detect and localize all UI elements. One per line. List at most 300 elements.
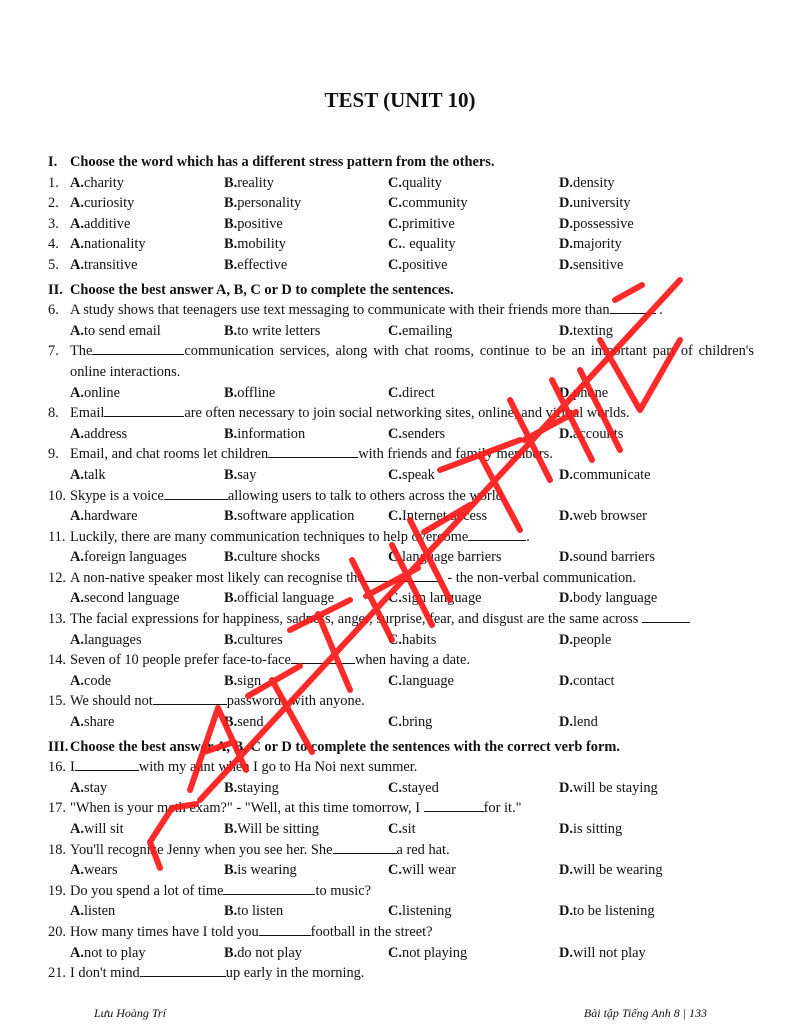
option-letter: A. [70, 215, 84, 232]
option-text: direct [402, 384, 435, 401]
answer-options [48, 506, 754, 527]
answer-option[interactable] [559, 630, 749, 651]
answer-options [70, 214, 749, 235]
option-text: primitive [402, 215, 455, 232]
option-text: address [84, 425, 128, 442]
answer-options [70, 193, 749, 214]
question [48, 214, 754, 235]
option-text: to send email [84, 322, 161, 339]
question-text: Email are often necessary to join social networking sites, online, and virtual worlds. [70, 405, 630, 422]
option-letter: C. [388, 215, 402, 232]
option-letter: B. [224, 322, 238, 339]
option-text: sensitive [573, 256, 624, 273]
answer-option[interactable] [224, 465, 388, 486]
option-text: body language [573, 590, 658, 607]
question [48, 444, 754, 465]
option-text: . equality [402, 236, 456, 253]
option-letter: D. [559, 672, 573, 689]
answer-option[interactable] [70, 173, 224, 194]
answer-options [48, 321, 754, 342]
answer-option[interactable] [224, 778, 388, 799]
answer-option[interactable] [224, 193, 388, 214]
option-letter: A. [70, 821, 84, 837]
answer-options [48, 778, 754, 799]
question-number: 10. [48, 487, 66, 504]
option-text: majority [573, 236, 622, 253]
answer-option[interactable] [224, 383, 388, 404]
answer-blank[interactable] [153, 691, 227, 705]
question-number: 4. [48, 236, 59, 253]
answer-option[interactable] [70, 193, 224, 214]
answer-option[interactable] [224, 173, 388, 194]
answer-option[interactable] [70, 506, 224, 527]
option-text: personality [237, 195, 302, 212]
option-letter: C. [388, 549, 402, 566]
answer-option[interactable] [224, 630, 388, 651]
question [48, 757, 754, 778]
option-text: texting [573, 322, 613, 339]
answer-blank[interactable] [164, 486, 228, 500]
option-text: will be staying [573, 779, 658, 796]
question-number: 16. [48, 759, 66, 776]
option-letter: B. [224, 821, 238, 837]
option-text: do not play [237, 944, 302, 961]
answer-option[interactable] [559, 465, 749, 486]
answer-option[interactable] [388, 778, 559, 799]
question-text: Luckily, there are many communication techniques to help overcome . [70, 528, 530, 545]
option-text: stay [84, 779, 108, 796]
answer-option[interactable] [559, 901, 749, 922]
option-letter: B. [224, 903, 238, 920]
option-letter: D. [559, 590, 573, 607]
option-text: positive [402, 256, 448, 273]
option-letter: C. [388, 944, 402, 961]
option-text: listening [402, 903, 452, 920]
answer-option[interactable] [388, 671, 559, 692]
question [48, 840, 754, 861]
answer-blank[interactable] [75, 757, 139, 771]
option-text: cultures [237, 631, 283, 648]
option-letter: D. [559, 256, 573, 273]
question-text: We should not passwords with anyone. [70, 693, 365, 710]
answer-option[interactable] [70, 234, 224, 255]
option-text: not to play [84, 944, 146, 961]
option-text: second language [84, 590, 180, 607]
answer-option[interactable] [224, 321, 388, 342]
option-letter: A. [70, 862, 84, 879]
option-text: emailing [402, 322, 453, 339]
option-text: language [402, 672, 454, 689]
footer-page: Bài tập Tiếng Anh 8 | 133 [583, 1006, 707, 1020]
option-text: charity [84, 174, 124, 191]
option-text: will sit [84, 821, 124, 837]
question-number: 19. [48, 882, 66, 899]
question [48, 403, 754, 424]
answer-option[interactable] [388, 712, 559, 733]
answer-option[interactable] [559, 778, 749, 799]
question [48, 341, 754, 382]
option-letter: C. [388, 779, 402, 796]
option-letter: A. [70, 944, 84, 961]
page-title: TEST (UNIT 10) [324, 88, 476, 112]
option-text: send [237, 714, 264, 731]
option-text: senders [402, 425, 446, 442]
answer-option[interactable] [70, 901, 224, 922]
question-number: 3. [48, 215, 59, 232]
option-letter: A. [70, 672, 84, 689]
answer-option[interactable] [388, 173, 559, 194]
question-text: A study shows that teenagers use text messaging to communicate with their friends more than . [70, 302, 663, 319]
answer-blank[interactable] [333, 840, 397, 854]
answer-blank[interactable] [364, 568, 444, 582]
option-text: mobility [237, 236, 286, 253]
option-text: will be wearing [573, 862, 663, 879]
answer-option[interactable] [559, 424, 749, 445]
option-letter: C. [388, 425, 402, 442]
option-text: staying [237, 779, 279, 796]
question-text: Seven of 10 people prefer face-to-face when having a date. [70, 652, 471, 669]
answer-option[interactable] [70, 860, 224, 881]
answer-options [48, 819, 754, 840]
question-number: 15. [48, 693, 66, 710]
question-number: 6. [48, 302, 59, 319]
option-text: university [573, 195, 631, 212]
answer-options [48, 860, 754, 881]
answer-option[interactable] [559, 819, 749, 840]
answer-option[interactable] [224, 255, 388, 276]
option-letter: B. [224, 944, 238, 961]
answer-blank[interactable] [268, 444, 358, 458]
question-text: I with my aunt when I go to Ha Noi next summer. [70, 759, 418, 776]
answer-option[interactable] [559, 214, 749, 235]
option-letter: D. [559, 508, 573, 525]
option-text: listen [84, 903, 116, 920]
answer-option[interactable] [224, 671, 388, 692]
answer-option[interactable] [224, 819, 388, 840]
question-text: I don't mind up early in the morning. [70, 965, 365, 982]
option-text: nationality [84, 236, 146, 253]
answer-option[interactable] [388, 901, 559, 922]
question [48, 798, 754, 819]
option-text: communicate [573, 466, 651, 483]
option-text: wears [84, 862, 118, 879]
question-number: 1. [48, 174, 59, 191]
option-text: is sitting [573, 821, 623, 837]
option-text: transitive [84, 256, 138, 273]
answer-options [48, 465, 754, 486]
option-letter: D. [559, 779, 573, 796]
option-letter: B. [224, 862, 238, 879]
option-text: accounts [573, 425, 624, 442]
answer-option[interactable] [70, 588, 224, 609]
option-letter: C. [388, 903, 402, 920]
question [48, 881, 754, 902]
answer-option[interactable] [70, 671, 224, 692]
answer-option[interactable] [388, 943, 559, 964]
option-letter: B. [224, 631, 238, 648]
answer-option[interactable] [70, 214, 224, 235]
answer-option[interactable] [559, 173, 749, 194]
option-text: is wearing [237, 862, 297, 879]
question-number: 12. [48, 569, 66, 586]
answer-options [48, 671, 754, 692]
option-letter: D. [559, 425, 573, 442]
answer-options [48, 712, 754, 733]
answer-option[interactable] [70, 712, 224, 733]
answer-option[interactable] [559, 547, 749, 568]
option-text: say [237, 466, 257, 483]
option-text: people [573, 631, 612, 648]
answer-option[interactable] [224, 547, 388, 568]
question-number: 13. [48, 611, 66, 628]
answer-option[interactable] [559, 860, 749, 881]
option-letter: B. [224, 215, 238, 232]
question [48, 963, 754, 984]
option-letter: B. [224, 466, 238, 483]
answer-option[interactable] [388, 588, 559, 609]
section-heading [48, 152, 754, 173]
question [48, 234, 754, 255]
question [48, 568, 754, 589]
option-letter: D. [559, 215, 573, 232]
answer-option[interactable] [388, 630, 559, 651]
option-letter: D. [559, 195, 573, 212]
option-letter: D. [559, 714, 573, 731]
option-text: additive [84, 215, 131, 232]
answer-option[interactable] [559, 943, 749, 964]
answer-option[interactable] [559, 712, 749, 733]
option-letter: A. [70, 631, 84, 648]
question-number: 20. [48, 923, 66, 940]
option-letter: B. [224, 549, 238, 566]
question [48, 173, 754, 194]
footer-author: Lưu Hoàng Trí [94, 1006, 166, 1020]
option-text: community [402, 195, 468, 212]
option-text: software application [237, 508, 355, 525]
option-letter: A. [70, 425, 84, 442]
answer-option[interactable] [224, 234, 388, 255]
option-text: languages [84, 631, 142, 648]
option-letter: A. [70, 714, 84, 731]
question-text: Do you spend a lot of time to music? [70, 882, 372, 899]
option-letter: C. [388, 236, 402, 253]
option-letter: C. [388, 714, 402, 731]
option-letter: A. [70, 779, 84, 796]
question-text: How many times have I told you football in the street? [70, 923, 433, 940]
option-letter: B. [224, 714, 238, 731]
option-letter: B. [224, 384, 238, 401]
answer-option[interactable] [224, 588, 388, 609]
option-letter: D. [559, 549, 573, 566]
option-text: offline [237, 384, 276, 401]
answer-option[interactable] [388, 255, 559, 276]
question-number: 18. [48, 841, 66, 858]
option-letter: A. [70, 256, 84, 273]
question [48, 650, 754, 671]
answer-option[interactable] [388, 506, 559, 527]
option-letter: A. [70, 549, 84, 566]
answer-option[interactable] [388, 860, 559, 881]
section-instruction: Choose the word which has a different stress pattern from the others. [70, 154, 495, 170]
question [48, 300, 754, 321]
option-letter: B. [224, 425, 238, 442]
answer-blank[interactable] [259, 922, 311, 936]
answer-option[interactable] [559, 321, 749, 342]
option-letter: B. [224, 195, 238, 212]
answer-blank[interactable] [223, 881, 315, 895]
question-text: The communication services, along with chat rooms, continue to be an important part of children's online interactions. [70, 343, 754, 380]
answer-blank[interactable] [424, 798, 484, 812]
option-letter: D. [559, 174, 573, 191]
option-text: habits [402, 631, 437, 648]
answer-option[interactable] [224, 424, 388, 445]
answer-options [48, 943, 754, 964]
answer-option[interactable] [70, 383, 224, 404]
option-letter: C. [388, 821, 402, 837]
option-text: foreign languages [84, 549, 187, 566]
option-text: sound barriers [573, 549, 655, 566]
option-letter: D. [559, 944, 573, 961]
option-text: to write letters [237, 322, 321, 339]
answer-option[interactable] [70, 465, 224, 486]
answer-option[interactable] [559, 506, 749, 527]
answer-option[interactable] [388, 234, 559, 255]
answer-options [48, 901, 754, 922]
question-number: 5. [48, 256, 59, 273]
answer-option[interactable] [70, 321, 224, 342]
option-text: official language [237, 590, 335, 607]
answer-blank[interactable] [610, 300, 656, 314]
option-text: effective [237, 256, 288, 273]
section-instruction: Choose the best answer A, B, C or D to complete the sentences. [70, 281, 454, 298]
answer-blank[interactable] [642, 609, 690, 623]
answer-option[interactable] [559, 255, 749, 276]
question-number: 17. [48, 800, 66, 817]
answer-blank[interactable] [104, 403, 184, 417]
answer-option[interactable] [388, 819, 559, 840]
option-text: reality [237, 174, 274, 191]
answer-option[interactable] [224, 712, 388, 733]
answer-option[interactable] [70, 819, 224, 840]
option-text: bring [402, 714, 433, 731]
section-number: II. [48, 281, 63, 298]
answer-options [48, 424, 754, 445]
answer-option[interactable] [70, 778, 224, 799]
option-text: lend [573, 714, 598, 731]
option-letter: B. [224, 590, 238, 607]
question-text: The facial expressions for happiness, sadness, anger, surprise, fear, and disgust are the same across [70, 609, 754, 630]
question-text: Email, and chat rooms let children with friends and family members. [70, 446, 553, 463]
question-text: "When is your math exam?" - "Well, at this time tomorrow, I for it." [70, 800, 522, 817]
question [48, 691, 754, 712]
answer-option[interactable] [559, 588, 749, 609]
answer-option[interactable] [559, 234, 749, 255]
answer-option[interactable] [388, 321, 559, 342]
question-number: 9. [48, 446, 59, 463]
option-text: stayed [402, 779, 439, 796]
question-number: 7. [48, 343, 59, 360]
answer-option[interactable] [388, 465, 559, 486]
option-letter: B. [224, 508, 238, 525]
section-heading [48, 280, 754, 301]
answer-option[interactable] [224, 506, 388, 527]
option-letter: C. [388, 322, 402, 339]
answer-blank[interactable] [468, 527, 526, 541]
answer-blank[interactable] [92, 341, 184, 355]
question-number: 8. [48, 405, 59, 422]
option-text: web browser [573, 508, 647, 525]
option-text: sit [402, 821, 416, 837]
option-text: language barriers [402, 549, 502, 566]
option-text: culture shocks [237, 549, 320, 566]
option-text: density [573, 174, 615, 191]
option-letter: D. [559, 903, 573, 920]
option-letter: A. [70, 466, 84, 483]
answer-option[interactable] [559, 671, 749, 692]
question [48, 922, 754, 943]
option-letter: C. [388, 384, 402, 401]
answer-option[interactable] [388, 424, 559, 445]
answer-option[interactable] [224, 860, 388, 881]
answer-blank[interactable] [291, 650, 355, 664]
question-text: Skype is a voice allowing users to talk to others across the world. [70, 487, 507, 504]
option-letter: C. [388, 466, 402, 483]
option-text: hardware [84, 508, 138, 525]
answer-options [70, 173, 749, 194]
option-letter: D. [559, 821, 573, 837]
answer-options [70, 255, 749, 276]
answer-option[interactable] [70, 424, 224, 445]
option-letter: D. [559, 862, 573, 879]
option-letter: C. [388, 508, 402, 525]
answer-option[interactable] [70, 630, 224, 651]
answer-option[interactable] [559, 383, 749, 404]
question-number: 2. [48, 195, 59, 212]
option-text: phone [573, 384, 609, 401]
option-letter: A. [70, 903, 84, 920]
answer-option[interactable] [224, 901, 388, 922]
option-letter: B. [224, 174, 238, 191]
option-letter: C. [388, 590, 402, 607]
answer-option[interactable] [388, 193, 559, 214]
question [48, 609, 754, 630]
answer-option[interactable] [70, 943, 224, 964]
option-text: share [84, 714, 115, 731]
option-text: to be listening [573, 903, 655, 920]
question [48, 193, 754, 214]
answer-option[interactable] [224, 943, 388, 964]
option-letter: C. [388, 631, 402, 648]
option-text: to listen [237, 903, 284, 920]
option-text: quality [402, 174, 442, 191]
answer-option[interactable] [388, 383, 559, 404]
answer-option[interactable] [70, 255, 224, 276]
answer-options [48, 547, 754, 568]
option-letter: A. [70, 174, 84, 191]
answer-options [70, 234, 749, 255]
section-number: I. [48, 154, 58, 170]
option-letter: C. [388, 862, 402, 879]
answer-option[interactable] [388, 214, 559, 235]
option-letter: D. [559, 631, 573, 648]
answer-options [48, 588, 754, 609]
answer-option[interactable] [70, 547, 224, 568]
answer-option[interactable] [388, 547, 559, 568]
answer-option[interactable] [224, 214, 388, 235]
answer-blank[interactable] [140, 963, 226, 977]
answer-option[interactable] [559, 193, 749, 214]
option-text: will not play [573, 944, 646, 961]
